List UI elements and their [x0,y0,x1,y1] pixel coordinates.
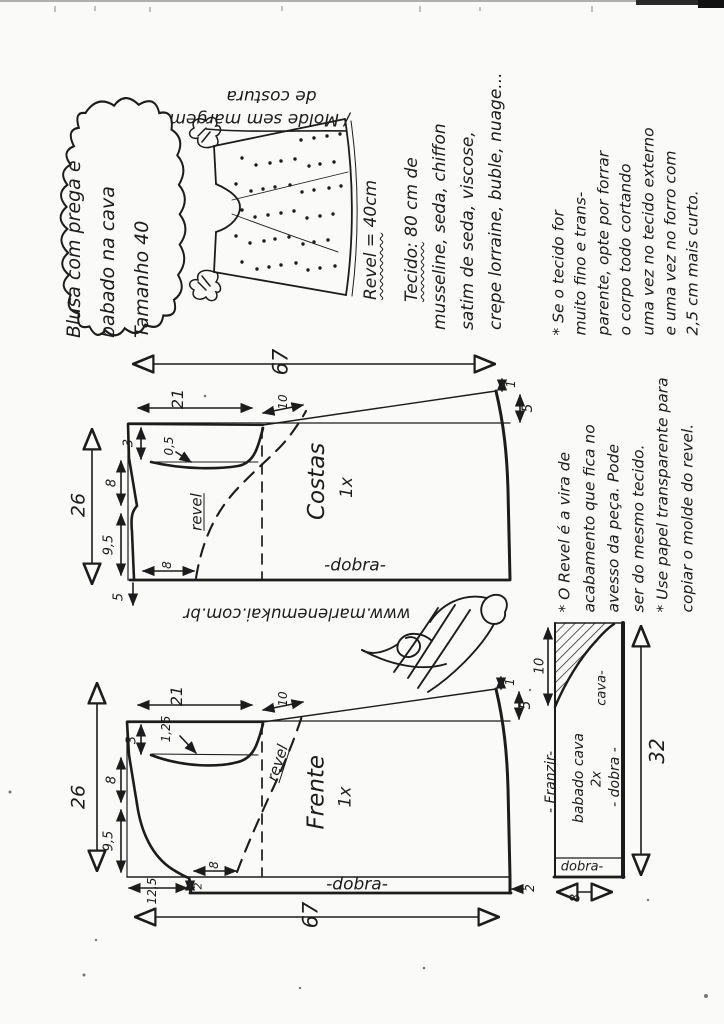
frente-dim-shoulder-to-neck: 10 [276,691,290,707]
costas-fold-label: -dobra- [324,555,386,576]
fabric-dot [333,264,336,267]
tip-line: ser do mesmo tecido. [629,444,648,613]
fabric-dot [240,156,243,159]
fabric-dot [332,160,335,163]
costas-dim-neck-height: 3 [121,438,137,448]
fabric-dot [248,241,251,244]
revel-note-value: 40cm [361,179,381,233]
costas-piece-label [302,442,365,520]
frente-dim-armhole: 8 [104,775,120,785]
fabric-dot [255,267,258,270]
frente-dim-length: 26 [67,784,90,810]
babado-piece-qty: 2x [589,771,605,787]
babado-dim-width: 8 [568,893,584,903]
fabric-dot [262,239,265,242]
frente-dim-neck-width: 5 [518,700,534,710]
costas-dim-shoulder-to-neck: 10 [276,394,290,410]
tip-line: acabamento que fica no [580,424,599,613]
piece-qty: 1x [337,477,357,498]
fabric-dot [325,134,328,137]
fabric-dot [326,238,329,241]
fabric-dot [339,184,342,187]
revel-note-word: Revel = [361,232,381,300]
fabric-dot [300,190,303,193]
tip-line: copiar o molde do revel. [678,423,697,613]
fabric-note-line: crepe lorraine, buble, nuage... [486,72,506,330]
title-line: Tamanho 40 [131,220,153,338]
costas-revel-label: revel [187,493,206,531]
tip-revel [553,336,701,613]
frente-revel-label: revel [263,742,292,784]
tip-line: e uma vez no forro com [661,150,680,336]
babado-piece-name: babado cava [571,733,587,823]
costas-dim-width: 67 [268,348,293,376]
fabric-dot [294,261,297,264]
fabric-note-line: satim de seda, viscose, [458,131,478,330]
tip-line: * O Revel é a vira de [555,451,574,613]
tip-line: uma vez no tecido externo [639,127,658,336]
costas-dim-shoulder: 21 [168,388,187,410]
fabric-dot [254,163,257,166]
fabric-dot [318,266,321,269]
tip-sheer-fabric [548,63,706,336]
fabric-dot [301,242,304,245]
tip-line: 2,5 cm mais curto. [683,190,702,336]
frente-dim-neck-height: 3 [124,735,140,745]
tip-line: avesso da peça. Pode [604,444,623,613]
tip-line: o corpo todo cortando [616,163,635,336]
fabric-dot [307,164,310,167]
title-line: Blusa com prega e [63,160,85,338]
fabric-dot [292,209,295,212]
fabric-dot [266,213,269,216]
molde-note-line: de costura [226,86,317,106]
costas-dim-length: 26 [67,492,90,518]
fabric-dot [327,186,330,189]
costas-dim-side: 9,5 [101,534,117,556]
fabric-dot [312,188,315,191]
frente-dim-hem-strip-right: 2 [523,884,537,892]
babado-fold-bottom-label: dobra- [560,859,604,875]
fabric-dot [234,234,237,237]
fabric-dot [312,240,315,243]
frente-dim-shoulder: 21 [167,685,186,707]
costas-dim-neck-width: 5 [520,403,536,413]
molde-note [169,80,350,130]
tip-line: muito fino e trans- [571,191,590,336]
fabric-dot [261,187,264,190]
fabric-dot [240,260,243,263]
fabric-dot [267,265,270,268]
tip-line: * Se o tecido for [549,210,568,336]
molde-note-line: / Molde sem margem [169,109,350,129]
website-url: www.marlenemukai.com.br [183,604,411,624]
piece-name: Costas [304,442,330,520]
fabric-dot [288,183,291,186]
sleeve-ruffle-bottom [190,270,221,300]
frente-dim-neck-drop: 1 [503,678,517,686]
fabric-dot [279,263,282,266]
frente-piece-label [303,754,358,830]
costas-dim-armhole: 8 [104,478,120,488]
fabric-dot [253,215,256,218]
garment-sketch [190,117,357,300]
costas-dim-neck-drop: 1 [504,380,518,388]
tip-line: * Use papel transparente para [653,377,672,613]
fabric-dot [331,212,334,215]
fabric-note [398,60,510,330]
fabric-dot [234,182,237,185]
tip-line: parente, opte por forrar [594,150,613,336]
title-line: babado na cava [97,186,119,338]
frente-dim-revel-width: 8 [207,861,221,869]
fabric-dot [249,189,252,192]
babado-dim-curve-height: 10 [532,657,548,675]
babado-gather-label: - Franzir- [543,750,559,814]
babado-fold-side-label: - dobra - [607,747,623,807]
fabric-dot [318,162,321,165]
fabric-dot [318,214,321,217]
frente-dim-side: 9,5 [101,830,117,852]
frente-dim-hem-strip-left: 2 [191,882,205,890]
babado-dim-length: 32 [645,738,669,764]
fabric-dot [268,161,271,164]
costas-dim-neck-curve: 0,5 [162,436,176,456]
costas-dim-hem-ext: 5 [111,592,127,602]
fabric-dot [287,235,290,238]
fabric-dot [299,138,302,141]
frente-dim-neck-curve: 1,25 [159,715,173,743]
frente-dim-width: 67 [298,901,323,929]
frente-fold-label: -dobra- [326,874,388,895]
fabric-dot [240,208,243,211]
fabric-dot [279,211,282,214]
fabric-dot [279,159,282,162]
fabric-dot [306,268,309,271]
fabric-dot [338,132,341,135]
fabric-dot [312,136,315,139]
piece-name: Frente [303,754,330,830]
babado-cava-label: cava- [594,670,610,706]
fabric-dot [305,216,308,219]
revel-length-note [355,175,388,300]
fabric-dot [273,185,276,188]
frente-dim-hem-left: 12,5 [145,877,159,905]
fabric-note-line: Tecido: 80 cm de [402,157,422,302]
piece-qty: 1x [335,786,356,808]
fabric-dot [293,157,296,160]
fabric-note-line: musseline, seda, chiffon [430,123,450,330]
fabric-dot [273,237,276,240]
costas-dim-revel-width: 8 [160,561,174,569]
title-cloud-text [57,108,159,342]
